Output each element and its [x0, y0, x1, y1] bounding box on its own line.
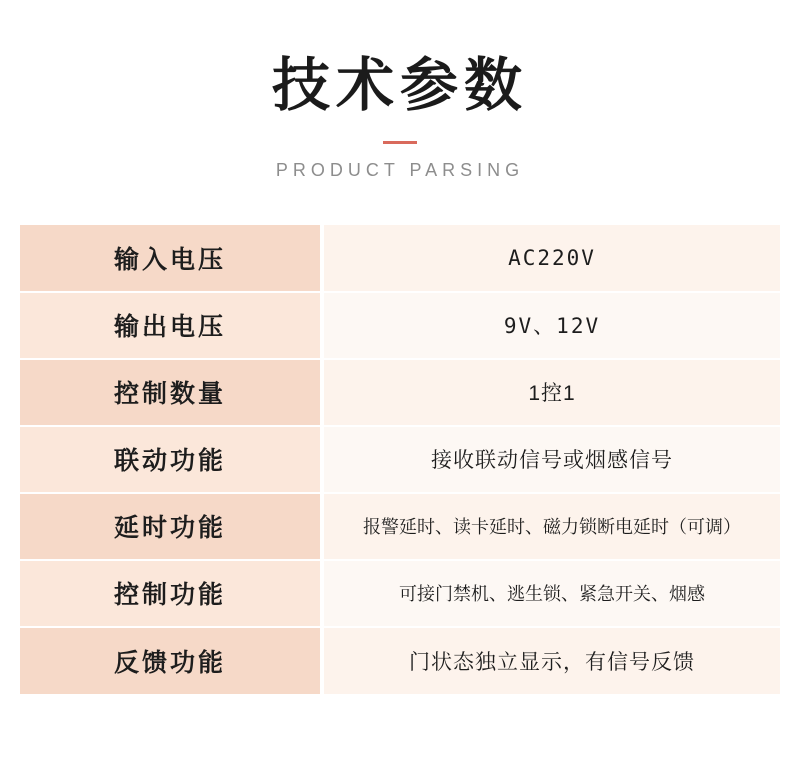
specification-table [20, 225, 780, 694]
spec-label: 输入电压 [20, 225, 322, 292]
spec-value: 1控1 [322, 359, 780, 426]
spec-value: 可接门禁机、逃生锁、紧急开关、烟感 [322, 560, 780, 627]
table-row [20, 225, 780, 292]
table-row [20, 359, 780, 426]
table-row [20, 493, 780, 560]
table-row [20, 426, 780, 493]
title-divider [383, 141, 417, 144]
spec-value: 接收联动信号或烟感信号 [322, 426, 780, 493]
page-title: 技术参数 [271, 51, 528, 119]
page-header [0, 0, 800, 181]
table-row [20, 560, 780, 627]
spec-label: 控制功能 [20, 560, 322, 627]
table-row [20, 627, 780, 694]
page-subtitle: PRODUCT PARSING [275, 159, 525, 180]
spec-value: 报警延时、读卡延时、磁力锁断电延时（可调） [322, 493, 780, 560]
spec-label: 反馈功能 [20, 627, 322, 694]
spec-label: 延时功能 [20, 493, 322, 560]
table-row [20, 292, 780, 359]
spec-value: 9V、12V [322, 292, 780, 359]
spec-label: 控制数量 [20, 359, 322, 426]
spec-label: 联动功能 [20, 426, 322, 493]
spec-value: 门状态独立显示，有信号反馈 [322, 627, 780, 694]
spec-label: 输出电压 [20, 292, 322, 359]
spec-value: AC220V [322, 225, 780, 292]
